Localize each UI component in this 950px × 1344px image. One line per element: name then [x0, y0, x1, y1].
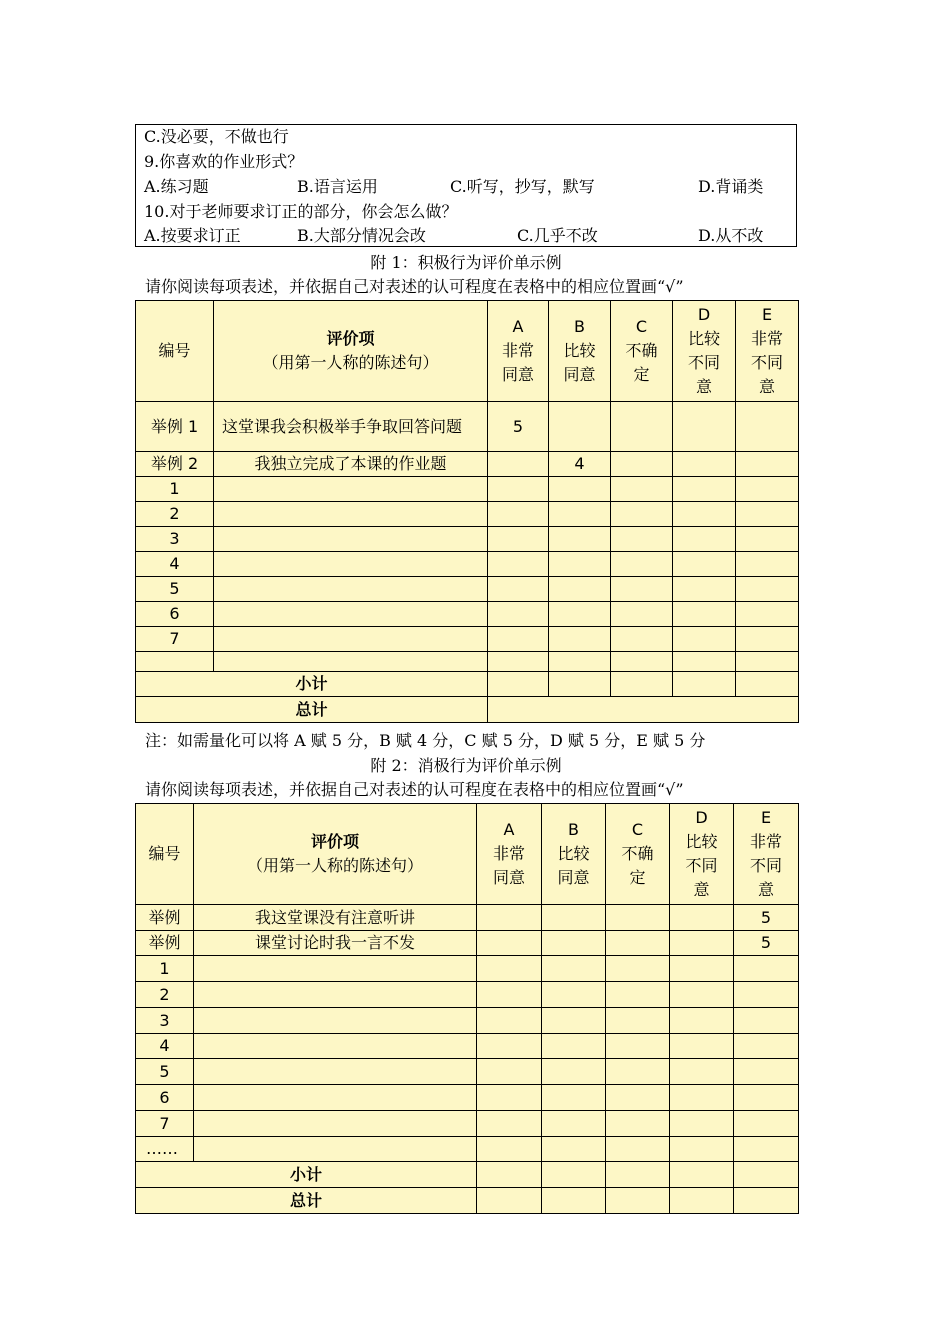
score-e[interactable] — [736, 477, 799, 502]
score-a[interactable] — [488, 527, 549, 552]
header-col-d: D 比较 不同 意 — [673, 301, 736, 402]
score-a[interactable] — [477, 1111, 542, 1137]
row-item: 这堂课我会积极举手争取回答问题 — [214, 402, 488, 452]
score-c[interactable] — [611, 577, 673, 602]
score-e[interactable] — [736, 402, 799, 452]
score-a[interactable] — [488, 477, 549, 502]
score-b[interactable] — [542, 1034, 606, 1059]
score-d[interactable] — [670, 1137, 734, 1162]
table-row — [136, 652, 799, 672]
row-id: 举例 — [136, 931, 194, 956]
q9-option: C.听写，抄写，默写 — [450, 177, 595, 196]
q9-option: A.练习题 — [144, 177, 209, 196]
score-e[interactable] — [734, 1137, 799, 1162]
negative-behavior-table — [135, 803, 799, 1214]
q10-option: C.几乎不改 — [517, 226, 598, 245]
score-c[interactable] — [606, 1137, 670, 1162]
row-item: 我独立完成了本课的作业题 — [214, 452, 488, 477]
header-id: 编号 — [136, 804, 194, 905]
total-label: 总计 — [136, 697, 488, 723]
header-item-sub: （用第一人称的陈述句） — [246, 856, 423, 875]
score-c[interactable] — [606, 1085, 670, 1111]
total-e[interactable] — [734, 1188, 799, 1214]
score-a[interactable] — [477, 1137, 542, 1162]
subtotal-b[interactable] — [549, 672, 611, 697]
score-d[interactable] — [673, 577, 736, 602]
score-c[interactable] — [611, 477, 673, 502]
score-a[interactable] — [488, 452, 549, 477]
row-item[interactable] — [194, 1137, 477, 1162]
score-b[interactable] — [542, 982, 606, 1008]
score-c[interactable] — [611, 452, 673, 477]
row-item[interactable] — [194, 1111, 477, 1137]
subtotal-b[interactable] — [542, 1162, 606, 1188]
score-d[interactable] — [673, 652, 736, 672]
score-a[interactable] — [477, 1008, 542, 1034]
q9-option: D.背诵类 — [698, 177, 764, 196]
table-row — [136, 477, 799, 502]
score-b[interactable] — [542, 931, 606, 956]
row-id — [136, 652, 214, 672]
row-id: 举例 2 — [136, 452, 214, 477]
score-e[interactable] — [734, 1059, 799, 1085]
score-a[interactable]: 5 — [488, 402, 549, 452]
header-col-d: D 比较 不同 意 — [670, 804, 734, 905]
subtotal-e[interactable] — [734, 1162, 799, 1188]
row-id: 1 — [136, 956, 194, 982]
header-id: 编号 — [136, 301, 214, 402]
positive-behavior-table — [135, 300, 799, 723]
score-e[interactable] — [734, 1008, 799, 1034]
score-d[interactable] — [673, 527, 736, 552]
table-row — [136, 931, 799, 956]
subtotal-row — [136, 672, 799, 697]
table-row — [136, 552, 799, 577]
row-id: 4 — [136, 1034, 194, 1059]
score-a[interactable] — [488, 577, 549, 602]
score-a[interactable] — [488, 652, 549, 672]
row-id: 3 — [136, 527, 214, 552]
row-item[interactable] — [194, 1059, 477, 1085]
row-id: 6 — [136, 602, 214, 627]
row-item[interactable] — [214, 602, 488, 627]
header-col-c: C 不确 定 — [611, 301, 673, 402]
score-a[interactable] — [488, 502, 549, 527]
table-row — [136, 602, 799, 627]
table-row — [136, 627, 799, 652]
table2-instruction: 请你阅读每项表述，并依据自己对表述的认可程度在表格中的相应位置画“√” — [145, 780, 684, 799]
q9-option: B.语言运用 — [297, 177, 378, 196]
score-c[interactable] — [611, 627, 673, 652]
table-row — [136, 1137, 799, 1162]
header-col-a: A 非常 同意 — [477, 804, 542, 905]
score-b[interactable] — [549, 652, 611, 672]
score-d[interactable] — [670, 1034, 734, 1059]
score-d[interactable] — [670, 931, 734, 956]
score-e[interactable] — [734, 982, 799, 1008]
score-b[interactable] — [549, 477, 611, 502]
score-b[interactable] — [549, 552, 611, 577]
score-e[interactable] — [736, 652, 799, 672]
score-c[interactable] — [611, 602, 673, 627]
table-row — [136, 1059, 799, 1085]
score-b[interactable] — [549, 502, 611, 527]
score-b[interactable] — [549, 577, 611, 602]
score-b[interactable] — [549, 602, 611, 627]
score-e[interactable] — [736, 602, 799, 627]
table-row — [136, 1085, 799, 1111]
score-d[interactable] — [670, 1085, 734, 1111]
header-col-a: A 非常 同意 — [488, 301, 549, 402]
table-row — [136, 577, 799, 602]
row-item[interactable] — [214, 652, 488, 672]
score-d[interactable] — [673, 452, 736, 477]
score-d[interactable] — [670, 1059, 734, 1085]
header-col-b: B 比较 同意 — [549, 301, 611, 402]
score-e[interactable] — [736, 502, 799, 527]
row-item[interactable] — [214, 502, 488, 527]
score-c[interactable] — [611, 402, 673, 452]
score-b[interactable] — [542, 1137, 606, 1162]
table-row — [136, 982, 799, 1008]
row-id: 7 — [136, 627, 214, 652]
score-c[interactable] — [611, 552, 673, 577]
table-row — [136, 1008, 799, 1034]
score-d[interactable] — [670, 982, 734, 1008]
score-d[interactable] — [670, 1111, 734, 1137]
table1-instruction: 请你阅读每项表述，并依据自己对表述的认可程度在表格中的相应位置画“√” — [145, 277, 684, 296]
table-row — [136, 1034, 799, 1059]
questionnaire-box — [135, 124, 797, 247]
table-row — [136, 452, 799, 477]
table-row — [136, 956, 799, 982]
table2-title: 附 2：消极行为评价单示例 — [370, 756, 562, 775]
table1-title: 附 1：积极行为评价单示例 — [370, 253, 562, 272]
row-item[interactable] — [214, 577, 488, 602]
score-c[interactable] — [606, 982, 670, 1008]
score-b[interactable] — [542, 905, 606, 931]
row-id: 6 — [136, 1085, 194, 1111]
subtotal-d[interactable] — [673, 672, 736, 697]
subtotal-label: 小计 — [136, 1162, 477, 1188]
subtotal-d[interactable] — [670, 1162, 734, 1188]
row-id: …… — [136, 1137, 194, 1162]
scoring-note: 注：如需量化可以将 A 赋 5 分，B 赋 4 分，C 赋 5 分，D 赋 5 分，E 赋 5 分 — [145, 731, 706, 750]
score-d[interactable] — [670, 905, 734, 931]
total-d[interactable] — [670, 1188, 734, 1214]
score-a[interactable] — [477, 1085, 542, 1111]
row-id: 5 — [136, 1059, 194, 1085]
total-c[interactable] — [606, 1188, 670, 1214]
score-c[interactable] — [606, 956, 670, 982]
score-c[interactable] — [611, 502, 673, 527]
score-c[interactable] — [611, 527, 673, 552]
total-value[interactable] — [488, 697, 799, 723]
score-c[interactable] — [606, 905, 670, 931]
score-d[interactable] — [673, 552, 736, 577]
header-item — [194, 804, 477, 905]
q10-text: 10.对于老师要求订正的部分，你会怎么做？ — [144, 202, 458, 221]
q10-option: D.从不改 — [698, 226, 764, 245]
row-item[interactable] — [194, 1034, 477, 1059]
score-b[interactable]: 4 — [549, 452, 611, 477]
score-e[interactable] — [736, 577, 799, 602]
score-b[interactable] — [549, 627, 611, 652]
score-e[interactable]: 5 — [734, 931, 799, 956]
header-item-sub: （用第一人称的陈述句） — [262, 353, 439, 372]
q9-text: 9.你喜欢的作业形式？ — [144, 152, 304, 171]
score-c[interactable] — [606, 1111, 670, 1137]
score-c[interactable] — [606, 1008, 670, 1034]
row-id: 2 — [136, 502, 214, 527]
table-row — [136, 1111, 799, 1137]
score-a[interactable] — [488, 552, 549, 577]
row-id: 4 — [136, 552, 214, 577]
row-id: 3 — [136, 1008, 194, 1034]
table-row — [136, 502, 799, 527]
score-e[interactable] — [736, 552, 799, 577]
subtotal-a[interactable] — [488, 672, 549, 697]
subtotal-row — [136, 1162, 799, 1188]
row-id: 举例 — [136, 905, 194, 931]
total-row — [136, 697, 799, 723]
table-row — [136, 905, 799, 931]
row-item[interactable] — [214, 527, 488, 552]
score-c[interactable] — [606, 931, 670, 956]
score-a[interactable] — [488, 602, 549, 627]
score-c[interactable] — [611, 652, 673, 672]
header-col-e: E 非常 不同 意 — [734, 804, 799, 905]
score-e[interactable]: 5 — [734, 905, 799, 931]
row-item[interactable] — [194, 1008, 477, 1034]
table-row — [136, 402, 799, 452]
score-d[interactable] — [673, 627, 736, 652]
score-c[interactable] — [606, 1034, 670, 1059]
header-col-e: E 非常 不同 意 — [736, 301, 799, 402]
score-d[interactable] — [670, 956, 734, 982]
total-b[interactable] — [542, 1188, 606, 1214]
score-b[interactable] — [542, 1008, 606, 1034]
score-e[interactable] — [736, 627, 799, 652]
subtotal-label: 小计 — [136, 672, 488, 697]
header-item-title: 评价项 — [326, 329, 375, 348]
row-item[interactable] — [194, 982, 477, 1008]
row-id: 举例 1 — [136, 402, 214, 452]
subtotal-e[interactable] — [736, 672, 799, 697]
score-d[interactable] — [673, 477, 736, 502]
score-e[interactable] — [734, 1085, 799, 1111]
total-a[interactable] — [477, 1188, 542, 1214]
score-a[interactable] — [477, 956, 542, 982]
score-a[interactable] — [477, 905, 542, 931]
header-col-c: C 不确 定 — [606, 804, 670, 905]
header-col-b: B 比较 同意 — [542, 804, 606, 905]
total-label: 总计 — [136, 1188, 477, 1214]
q8-option-c: C.没必要，不做也行 — [144, 127, 289, 146]
row-id: 5 — [136, 577, 214, 602]
score-e[interactable] — [734, 956, 799, 982]
score-a[interactable] — [477, 1034, 542, 1059]
header-item — [214, 301, 488, 402]
subtotal-c[interactable] — [606, 1162, 670, 1188]
row-item[interactable] — [194, 956, 477, 982]
score-b[interactable] — [549, 527, 611, 552]
score-d[interactable] — [670, 1008, 734, 1034]
score-d[interactable] — [673, 402, 736, 452]
row-item[interactable] — [214, 627, 488, 652]
score-d[interactable] — [673, 502, 736, 527]
score-b[interactable] — [542, 1111, 606, 1137]
q10-option: B.大部分情况会改 — [297, 226, 426, 245]
score-e[interactable] — [734, 1111, 799, 1137]
table-row — [136, 527, 799, 552]
row-id: 2 — [136, 982, 194, 1008]
row-item: 我这堂课没有注意听讲 — [194, 905, 477, 931]
score-b[interactable] — [542, 1059, 606, 1085]
row-item: 课堂讨论时我一言不发 — [194, 931, 477, 956]
score-e[interactable] — [736, 527, 799, 552]
score-b[interactable] — [542, 956, 606, 982]
score-b[interactable] — [542, 1085, 606, 1111]
score-a[interactable] — [477, 982, 542, 1008]
score-c[interactable] — [606, 1059, 670, 1085]
score-a[interactable] — [477, 931, 542, 956]
subtotal-c[interactable] — [611, 672, 673, 697]
q10-option: A.按要求订正 — [144, 226, 241, 245]
row-item[interactable] — [194, 1085, 477, 1111]
row-item[interactable] — [214, 552, 488, 577]
subtotal-a[interactable] — [477, 1162, 542, 1188]
row-item[interactable] — [214, 477, 488, 502]
score-a[interactable] — [477, 1059, 542, 1085]
row-id: 1 — [136, 477, 214, 502]
header-item-title: 评价项 — [310, 832, 359, 851]
total-row — [136, 1188, 799, 1214]
score-e[interactable] — [736, 452, 799, 477]
row-id: 7 — [136, 1111, 194, 1137]
score-e[interactable] — [734, 1034, 799, 1059]
score-d[interactable] — [673, 602, 736, 627]
score-b[interactable] — [549, 402, 611, 452]
score-a[interactable] — [488, 627, 549, 652]
